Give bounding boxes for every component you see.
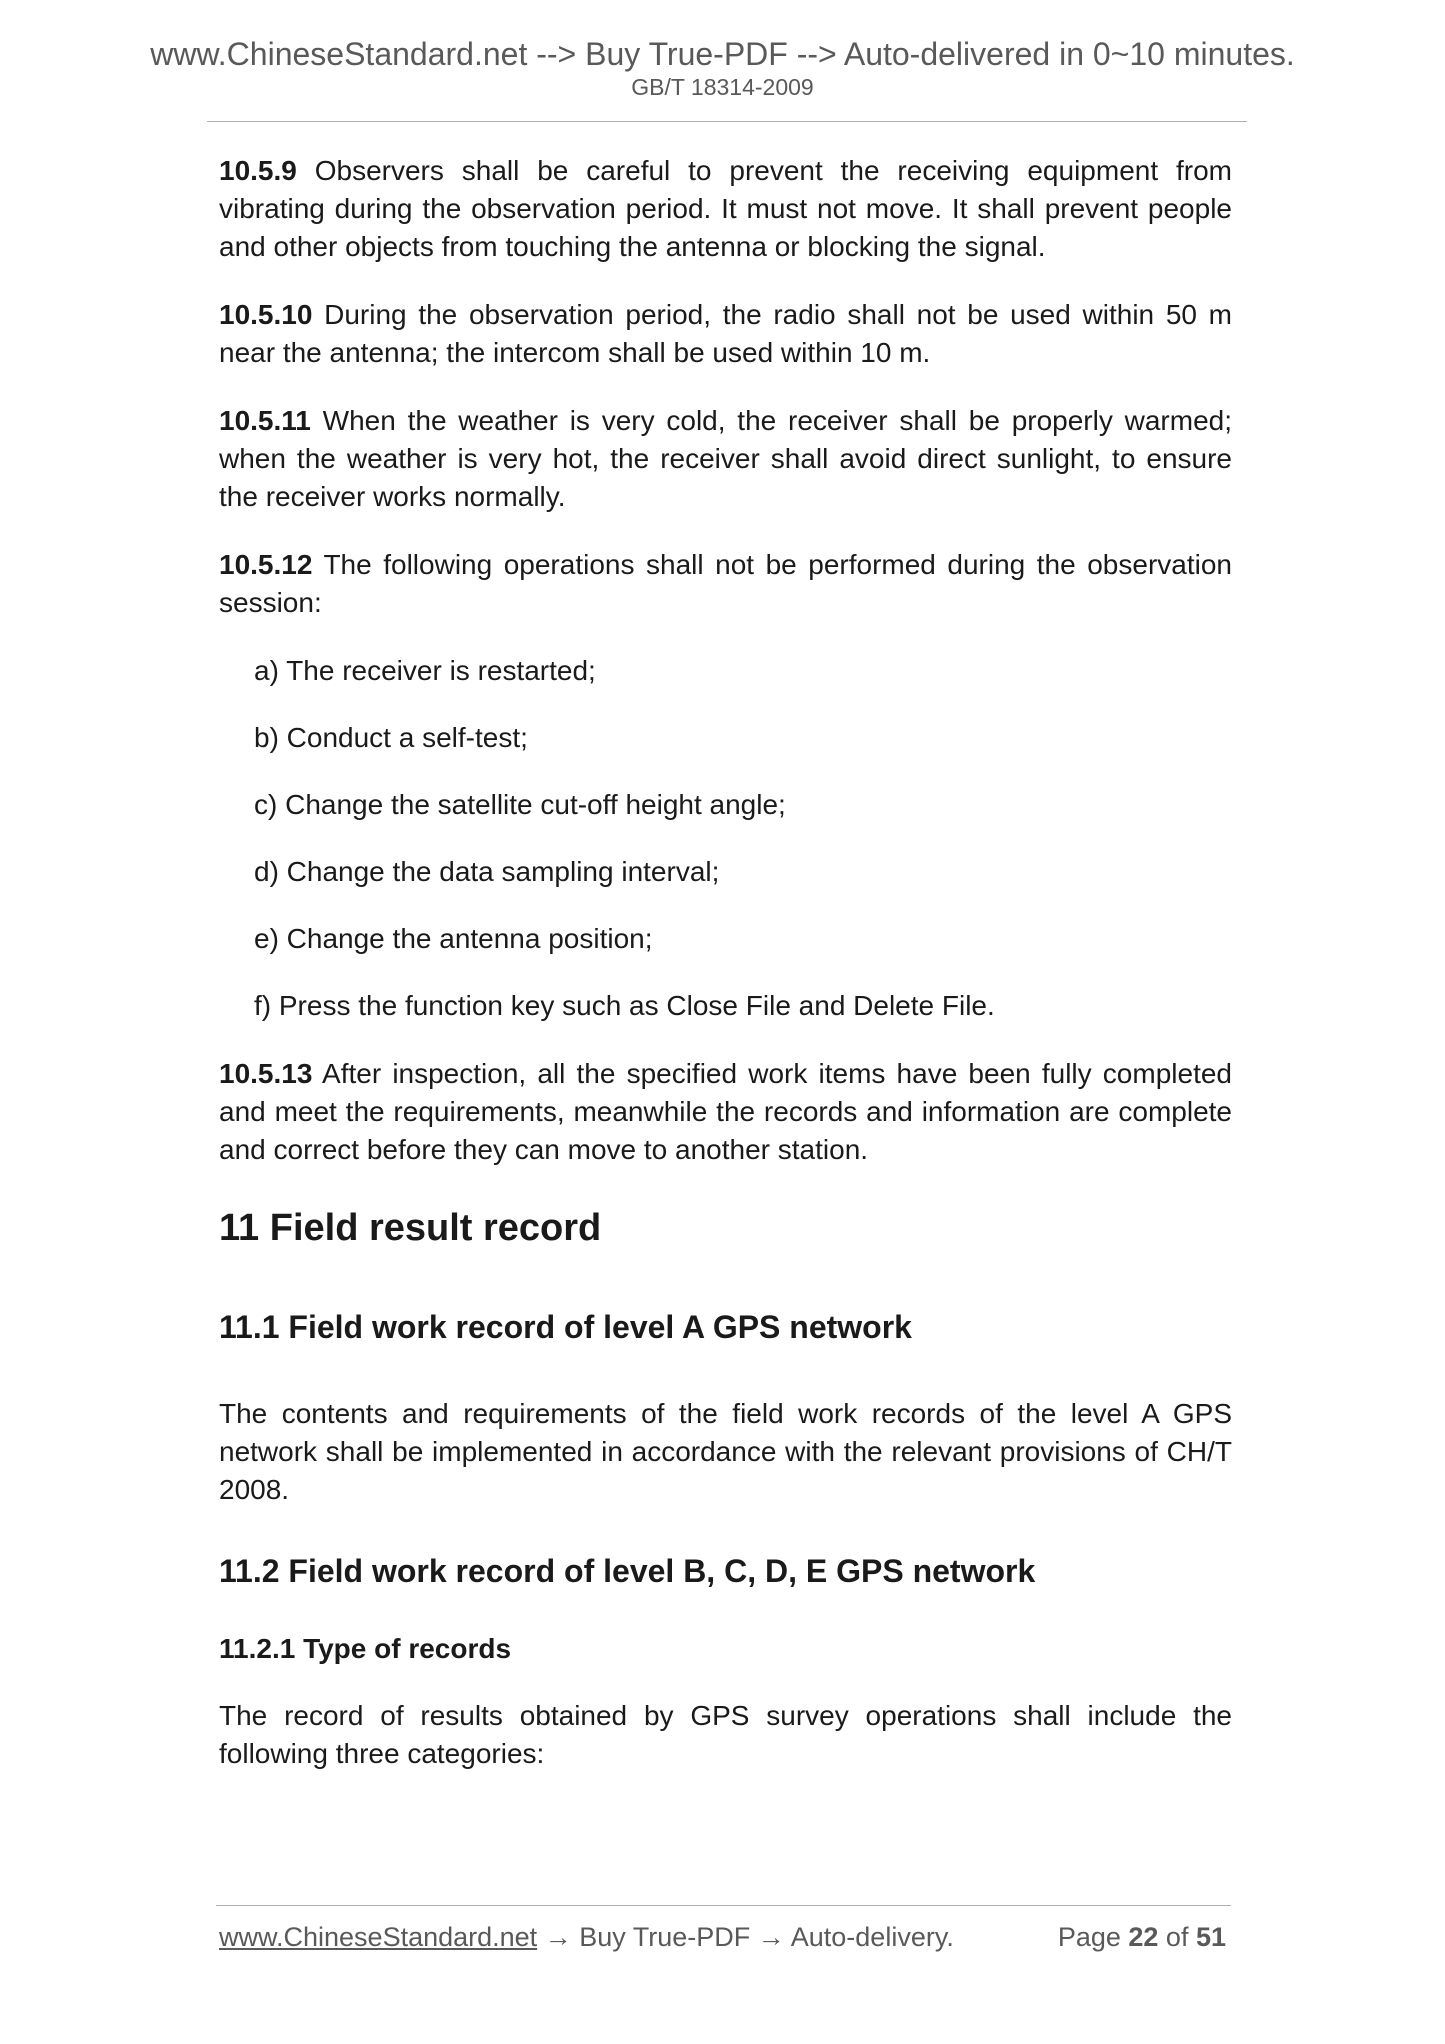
clause-10-5-12 xyxy=(219,546,1232,622)
clause-10-5-10 xyxy=(219,296,1232,372)
section-heading-11-2: 11.2 Field work record of level B, C, D, E GPS network xyxy=(219,1553,1036,1589)
clause-number: 10.5.12 xyxy=(219,549,313,580)
list-item: e) Change the antenna position; xyxy=(254,923,653,954)
footer-site-link[interactable]: www.ChineseStandard.net xyxy=(219,1922,538,1952)
section-heading-11-2-1: 11.2.1 Type of records xyxy=(219,1633,512,1664)
header-divider xyxy=(207,121,1247,122)
footer-buy-text: → Buy True-PDF xyxy=(537,1922,758,1952)
paragraph-11-2-1: The record of results obtained by GPS survey operations shall include the following three categories: xyxy=(219,1700,1232,1769)
footer-delivery-text: → Auto-delivery. xyxy=(757,1922,954,1952)
page-total: 51 xyxy=(1195,1922,1226,1952)
list-item: c) Change the satellite cut-off height angle; xyxy=(254,789,786,820)
footer-divider xyxy=(216,1905,1231,1906)
list-item: f) Press the function key such as Close File and Delete File. xyxy=(254,990,995,1021)
list-item: b) Conduct a self-test; xyxy=(254,722,528,753)
clause-text: After inspection, all the specified work items have been fully completed and meet the requirements, meanwhile the records and information are complete and correct before they can move to another station. xyxy=(219,1058,1232,1165)
clause-text: The following operations shall not be performed during the observation session: xyxy=(219,549,1232,618)
clause-10-5-9 xyxy=(219,152,1232,266)
clause-text: Observers shall be careful to prevent the receiving equipment from vibrating during the observation period. It must not move. It shall prevent people and other objects from touching the antenna or blocking the signal. xyxy=(219,155,1232,262)
page-footer xyxy=(219,1924,1232,1951)
page-content xyxy=(219,152,1232,1803)
page-label: Page xyxy=(1057,1922,1129,1952)
section-heading-11-1: 11.1 Field work record of level A GPS network xyxy=(219,1309,912,1345)
section-heading-11: 11 Field result record xyxy=(219,1207,602,1249)
paragraph-11-1: The contents and requirements of the field work records of the level A GPS network shall be implemented in accordance with the relevant provisions of CH/T 2008. xyxy=(219,1398,1232,1505)
list-item: d) Change the data sampling interval; xyxy=(254,856,720,887)
clause-10-5-13 xyxy=(219,1055,1232,1169)
clause-10-5-11 xyxy=(219,402,1232,516)
clause-text: When the weather is very cold, the receiver shall be properly warmed; when the weather is very hot, the receiver shall avoid direct sunlight, to ensure the receiver works normally. xyxy=(219,405,1232,512)
clause-number: 10.5.9 xyxy=(219,155,297,186)
document-code: GB/T 18314-2009 xyxy=(631,74,814,100)
page-number: 22 xyxy=(1128,1922,1159,1952)
of-label: of xyxy=(1158,1922,1196,1952)
top-banner: www.ChineseStandard.net --> Buy True-PDF --> Auto-delivered in 0~10 minutes. xyxy=(150,36,1295,72)
clause-number: 10.5.11 xyxy=(219,405,311,436)
clause-number: 10.5.13 xyxy=(219,1058,313,1089)
page-indicator xyxy=(1058,1924,1226,1951)
list-item: a) The receiver is restarted; xyxy=(254,655,596,686)
clause-text: During the observation period, the radio shall not be used within 50 m near the antenna; the intercom shall be used within 10 m. xyxy=(219,299,1232,368)
clause-number: 10.5.10 xyxy=(219,299,313,330)
